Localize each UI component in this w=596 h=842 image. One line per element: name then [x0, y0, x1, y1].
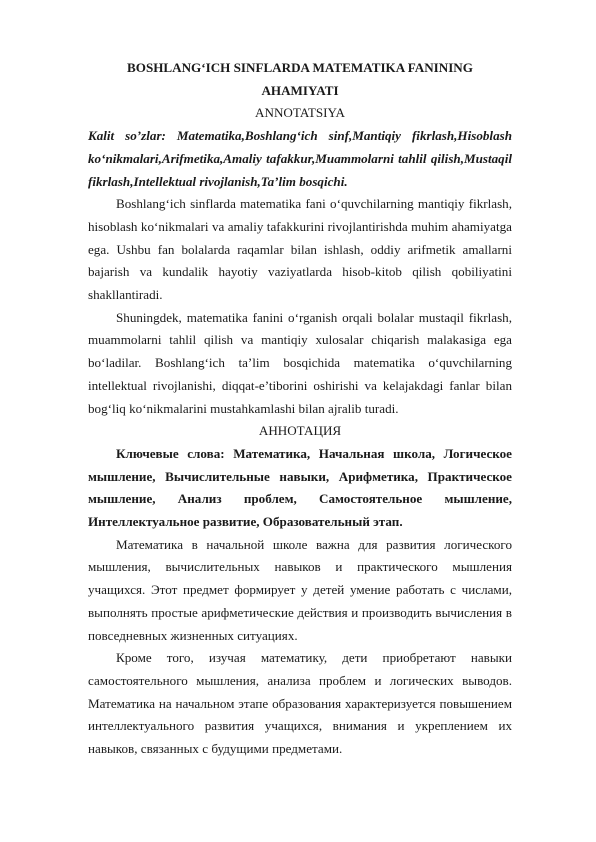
ru-keywords: Ключевые слова: Математика, Начальная школа, Логическое мышление, Вычислительные навыки, Арифметика, Практическое мышление, Анализ проблем, Самостоятельное мышление, Интеллектуальное развитие, Образовательный этап.: [88, 445, 512, 530]
uz-paragraph-2: Shuningdek, matematika fanini o‘rganish orqali bolalar mustaqil fikrlash, muammolarni tahlil qilish va mantiqiy xulosalar chiqarish malakasiga ega bo‘ladilar. Boshlang‘ich ta’lim bosqichida matematika o‘quvchilarning intellektual rivojlanishi, diqqat-e’tiborini oshirishi va kelajakdagi fanlar bilan bog‘liq ko‘nikmalarini mustahkamlashi bilan ajralib turadi.: [88, 309, 512, 416]
ru-paragraph-1: Математика в начальной школе важна для развития логического мышления, вычислительных навыков и практического мышления учащихся. Этот предмет формирует у детей умение работать с числами, выполнять простые арифметические действия и производить вычисления в повседневных жизненных ситуациях.: [88, 536, 512, 643]
uz-annotation-heading: ANNOTATSIYA: [255, 105, 345, 121]
uz-paragraph-1: Boshlang‘ich sinflarda matematika fani o‘quvchilarning mantiqiy fikrlash, hisoblash ko‘nikmalari va amaliy tafakkurini rivojlantirishda muhim ahamiyatga ega. Ushbu fan bolalarda raqamlar bilan ishlash, oddiy arifmetik amallarni bajarish va kundalik hayotiy vaziyatlarda hisob-kitob qilish qobiliyatini shakllantiradi.: [88, 196, 512, 303]
ru-annotation-heading: АННОТАЦИЯ: [258, 423, 342, 439]
uz-keywords: Kalit so’zlar: Matematika,Boshlang‘ich sinf,Mantiqiy fikrlash,Hisoblash ko‘nikmalari,Arifmetika,Amaliy tafakkur,Muammolarni tahlil qilish,Mustaqil fikrlash,Intellektual rivojlanish,Ta’lim bosqichi.: [88, 128, 512, 189]
document-page: [88, 57, 512, 761]
ru-paragraph-2: Кроме того, изучая математику, дети приобретают навыки самостоятельного мышления, анализа проблем и логических выводов. Математика на начальном этапе образования характеризуется повышением интеллектуального развития учащихся, внимания и укреплением их навыков, связанных с будущими предметами.: [88, 650, 512, 757]
document-title: BOSHLANG‘ICH SINFLARDA MATEMATIKA FANINING AHAMIYATI: [127, 60, 473, 98]
